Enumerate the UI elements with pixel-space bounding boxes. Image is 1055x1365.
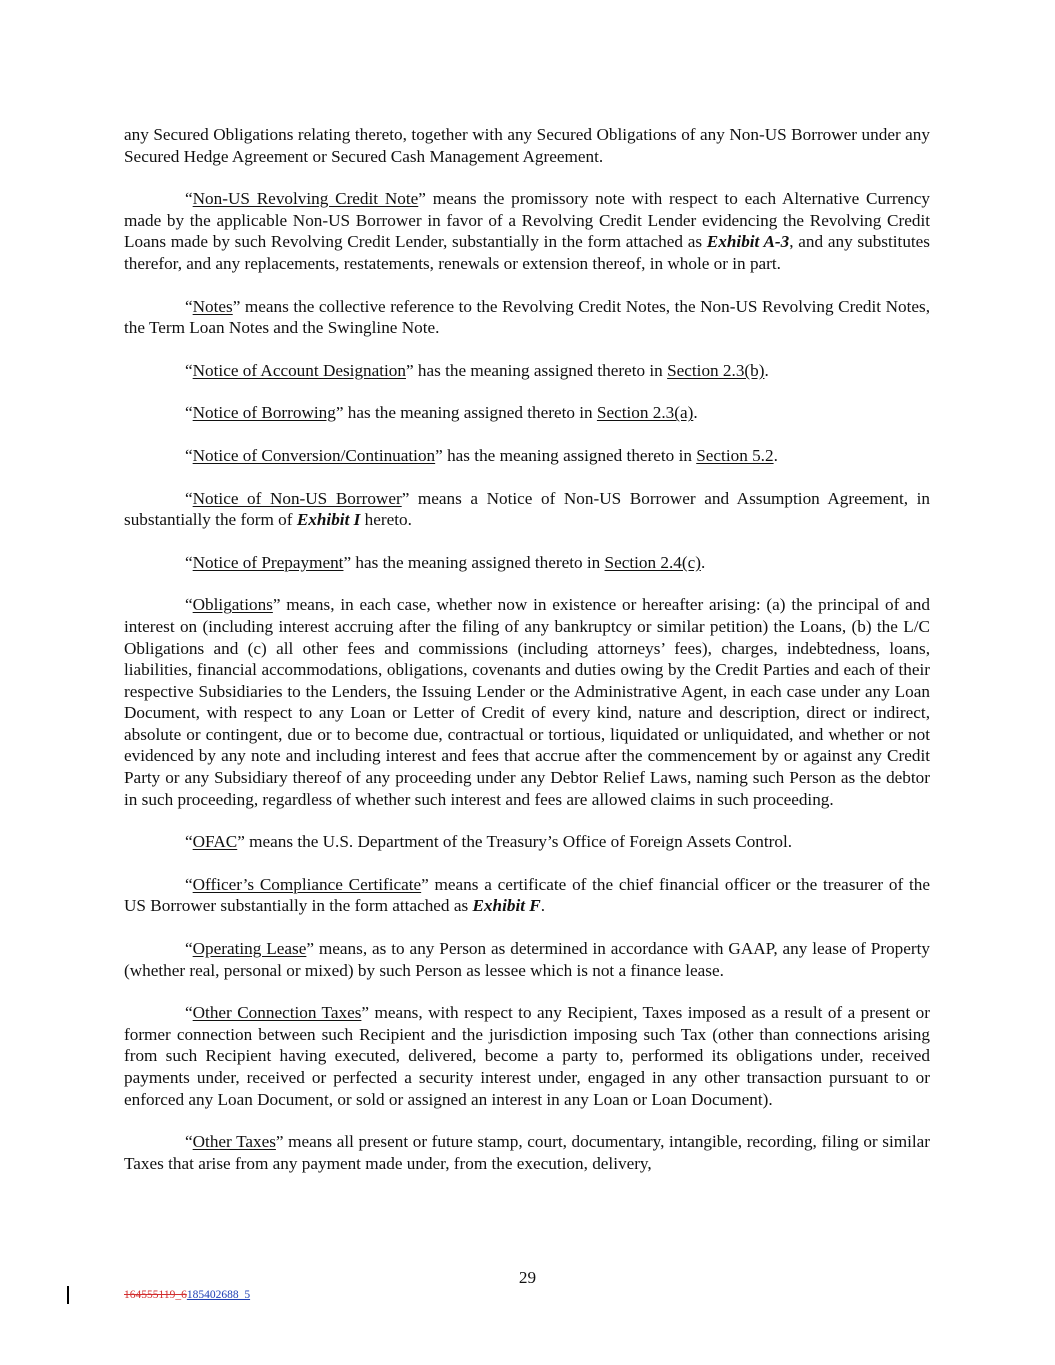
definition-text: ” means the promissory note with respect to each Alternative Currency made by the applicable Non-US Borrower in favor of a Revolving Credit Lender evidencing the Revolving Credit Loans made by such Revolving Credit Lender, substantially in the form attached as xyxy=(124,189,930,252)
definition-text: hereto. xyxy=(360,510,412,530)
defined-term: Other Connection Taxes xyxy=(192,1003,362,1023)
defined-term: OFAC xyxy=(192,832,238,852)
definition-text: . xyxy=(693,403,698,423)
definition-text: ” means, in each case, whether now in existence or hereafter arising: (a) the principal of and interest on (including interest accruing after the filing of any bankruptcy or similar petition) the Loans, (b) the L/C Obligations and (c) all other fees and commissions (including attorneys’ fees), charges, indebtedness, loans, liabilities, financial accommodations, obligations, covenants and duties owing by the Credit Parties and each of their respective Subsidiaries to the Lenders, the Issuing Lender or the Administrative Agent, in each case under any Loan Document, with respect to any Loan or Letter of Credit of every kind, nature and description, direct or indirect, absolute or contingent, due or to become due, contractual or tortious, liquidated or unliquidated, and whether or not evidenced by any note and including interest and fees that accrue after the commencement by or against any Credit Party or any Subsidiary thereof of any proceeding under any Debtor Relief Laws, naming such Person as the debtor in such proceeding, regardless of whether such interest and fees are allowed claims in such proceeding. xyxy=(124,595,930,809)
open-quote: “ xyxy=(185,189,193,209)
definition-text: ” means a certificate of the chief financial officer or the treasurer of the US Borrower substantially in the form attached as xyxy=(124,874,930,916)
section-reference: Section 5.2 xyxy=(696,445,774,465)
defined-term: Operating Lease xyxy=(192,939,307,959)
definition-ofac xyxy=(124,831,930,853)
definition-text: , and any substitutes therefor, and any replacements, restatements, renewals or extension thereof, in whole or in part. xyxy=(124,232,930,273)
document-id xyxy=(124,1288,250,1302)
open-quote: “ xyxy=(185,403,193,423)
open-quote: “ xyxy=(185,1003,193,1023)
definition-text: ” means the U.S. Department of the Treasury’s Office of Foreign Assets Control. xyxy=(237,832,793,852)
defined-term: Non-US Revolving Credit Note xyxy=(192,189,419,209)
exhibit-reference: Exhibit A-3 xyxy=(706,232,790,252)
definition-text: ” means all present or future stamp, court, documentary, intangible, recording, filing or similar Taxes that arise from any payment made under, from the execution, delivery, xyxy=(124,1132,930,1173)
defined-term: Notice of Account Designation xyxy=(192,360,406,380)
definition-text: ” means, with respect to any Recipient, Taxes imposed as a result of a present or former connection between such Recipient and the jurisdiction imposing such Tax (other than connections arising from such Recipient having executed, delivered, become a party to, performed its obligations under, received payments under, received or perfected a security interest under, engaged in any other transaction pursuant to or enforced any Loan Document, or sold or assigned an interest in any Loan or Loan Document). xyxy=(124,1003,931,1109)
definition-text: . xyxy=(773,445,778,465)
definition-notice-of-account-designation xyxy=(124,360,930,382)
defined-term: Notice of Non-US Borrower xyxy=(192,488,402,508)
defined-term: Officer’s Compliance Certificate xyxy=(192,874,422,894)
definition-notice-of-borrowing xyxy=(124,402,930,424)
definition-text: . xyxy=(700,552,706,572)
revision-change-bar xyxy=(67,1286,69,1304)
definition-text: . xyxy=(764,360,769,380)
definition-operating-lease xyxy=(124,938,930,981)
paragraph-continuation xyxy=(124,124,930,167)
defined-term: Notice of Prepayment xyxy=(192,552,344,572)
deleted-doc-id: 164555119_6 xyxy=(124,1289,187,1301)
definition-text: ” means, as to any Person as determined in accordance with GAAP, any lease of Property (whether real, personal or mixed) by such Person as lessee which is not a finance lease. xyxy=(124,939,930,980)
section-reference: Section 2.4(c) xyxy=(604,552,701,572)
definition-notice-of-prepayment xyxy=(124,552,930,574)
open-quote: “ xyxy=(185,360,193,380)
definition-non-us-revolving-credit-note xyxy=(124,188,930,274)
page-number: 29 xyxy=(518,1268,537,1287)
open-quote: “ xyxy=(185,832,193,852)
definition-text: ” means a Notice of Non-US Borrower and Assumption Agreement, in substantially the form of xyxy=(124,488,930,530)
exhibit-reference: Exhibit I xyxy=(296,510,361,530)
section-reference: Section 2.3(b) xyxy=(667,360,765,380)
open-quote: “ xyxy=(185,939,193,959)
section-reference: Section 2.3(a) xyxy=(596,403,694,423)
defined-term: Notes xyxy=(192,296,233,316)
open-quote: “ xyxy=(185,1132,193,1152)
open-quote: “ xyxy=(185,874,193,894)
exhibit-reference: Exhibit F xyxy=(472,896,541,916)
definition-text: . xyxy=(540,896,546,916)
definition-other-taxes xyxy=(124,1131,930,1174)
defined-term: Notice of Borrowing xyxy=(192,403,336,423)
definition-text: ” has the meaning assigned thereto in xyxy=(406,360,668,380)
definition-notice-of-non-us-borrower xyxy=(124,488,930,531)
open-quote: “ xyxy=(185,296,193,316)
definition-obligations xyxy=(124,594,930,810)
definition-notes xyxy=(124,296,930,339)
open-quote: “ xyxy=(185,595,193,615)
definition-other-connection-taxes xyxy=(124,1002,930,1110)
definition-text: ” has the meaning assigned thereto in xyxy=(435,445,697,465)
definition-text: ” has the meaning assigned thereto in xyxy=(343,552,605,572)
definition-text: ” has the meaning assigned thereto in xyxy=(335,403,597,423)
defined-term: Other Taxes xyxy=(192,1132,276,1152)
paragraph-text: any Secured Obligations relating thereto, together with any Secured Obligations of any Non-US Borrower under any Secured Hedge Agreement or Secured Cash Management Agreement. xyxy=(124,125,930,166)
defined-term: Notice of Conversion/Continuation xyxy=(192,445,436,465)
open-quote: “ xyxy=(185,445,193,465)
inserted-doc-id: 185402688_5 xyxy=(186,1289,251,1301)
open-quote: “ xyxy=(185,552,193,572)
definition-text: ” means the collective reference to the Revolving Credit Notes, the Non-US Revolving Credit Notes, the Term Loan Notes and the Swingline Note. xyxy=(124,296,930,338)
open-quote: “ xyxy=(185,488,193,508)
definition-notice-of-conversion-continuation xyxy=(124,445,930,467)
defined-term: Obligations xyxy=(192,595,273,615)
document-body xyxy=(124,124,930,1195)
definition-officers-compliance-certificate xyxy=(124,874,930,917)
